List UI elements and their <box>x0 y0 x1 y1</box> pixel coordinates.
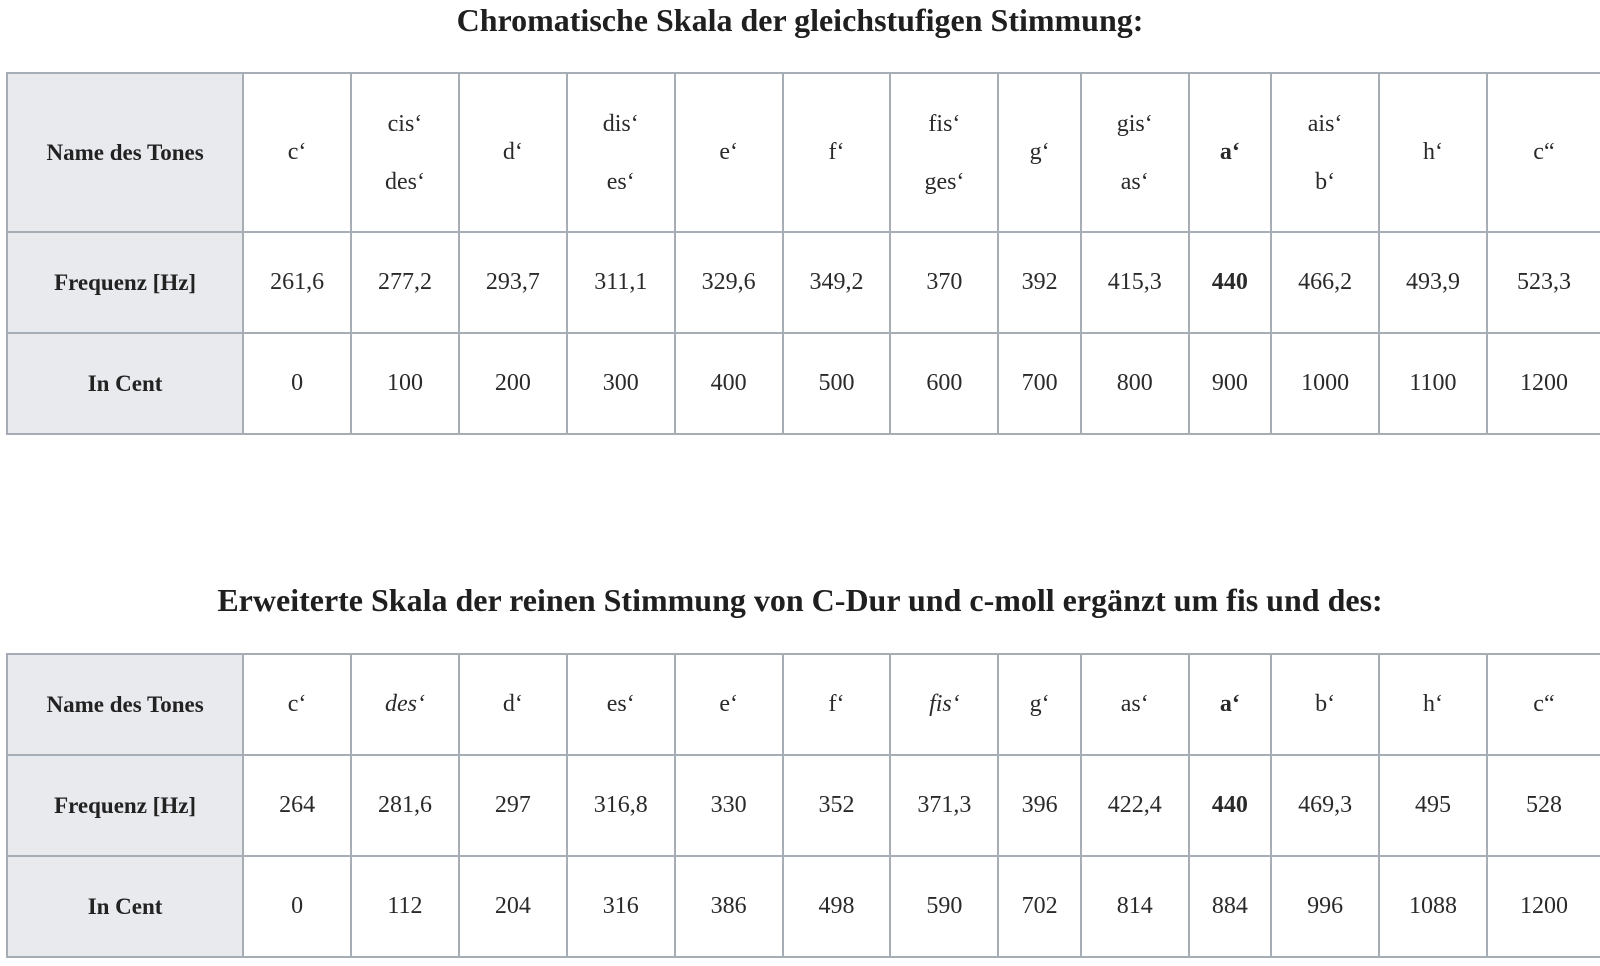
cent-cell: 100 <box>351 333 459 434</box>
frequency-cell: 261,6 <box>243 232 351 333</box>
cent-cell: 112 <box>351 856 459 957</box>
frequency-cell: 264 <box>243 755 351 856</box>
frequency-cell: 469,3 <box>1271 755 1379 856</box>
tone-cell: es‘ <box>567 654 675 755</box>
tone-cell: b‘ <box>1271 654 1379 755</box>
cent-cell: 204 <box>459 856 567 957</box>
row-header-name: Name des Tones <box>7 654 243 755</box>
tone-cell: g‘ <box>998 654 1080 755</box>
tone-name-row <box>7 654 1600 755</box>
tone-cell: e‘ <box>675 654 783 755</box>
row-header-frequency: Frequenz [Hz] <box>7 232 243 333</box>
row-header-frequency: Frequenz [Hz] <box>7 755 243 856</box>
frequency-cell: 370 <box>890 232 998 333</box>
cent-cell: 316 <box>567 856 675 957</box>
equal-temperament-table <box>6 72 1600 435</box>
tone-cell: ais‘ b‘ <box>1271 73 1379 232</box>
tone-cell: d‘ <box>459 654 567 755</box>
tone-cell-added: des‘ <box>351 654 459 755</box>
cent-cell: 702 <box>998 856 1080 957</box>
table2-title: Erweiterte Skala der reinen Stimmung von C-Dur und c-moll ergänzt um fis und des: <box>217 582 1383 618</box>
tone-cell: d‘ <box>459 73 567 232</box>
frequency-cell-reference: 440 <box>1189 755 1271 856</box>
cent-cell: 1200 <box>1487 856 1600 957</box>
tone-name-row <box>7 73 1600 232</box>
cent-cell: 500 <box>783 333 891 434</box>
cent-cell: 498 <box>783 856 891 957</box>
tone-cell: c‘ <box>243 73 351 232</box>
frequency-cell: 495 <box>1379 755 1487 856</box>
frequency-cell: 528 <box>1487 755 1600 856</box>
tone-cell: f‘ <box>783 73 891 232</box>
frequency-row <box>7 232 1600 333</box>
frequency-cell: 466,2 <box>1271 232 1379 333</box>
row-header-cent: In Cent <box>7 856 243 957</box>
tone-cell-added: fis‘ <box>890 654 998 755</box>
cent-cell: 0 <box>243 856 351 957</box>
row-header-name: Name des Tones <box>7 73 243 232</box>
frequency-cell: 277,2 <box>351 232 459 333</box>
tone-cell: as‘ <box>1081 654 1189 755</box>
cent-cell: 1100 <box>1379 333 1487 434</box>
cent-cell: 386 <box>675 856 783 957</box>
tone-cell: h‘ <box>1379 654 1487 755</box>
tone-cell: h‘ <box>1379 73 1487 232</box>
cent-cell: 814 <box>1081 856 1189 957</box>
cent-cell: 1000 <box>1271 333 1379 434</box>
frequency-cell: 311,1 <box>567 232 675 333</box>
tone-cell: fis‘ ges‘ <box>890 73 998 232</box>
cent-cell: 200 <box>459 333 567 434</box>
tone-cell: c‘ <box>243 654 351 755</box>
frequency-cell: 293,7 <box>459 232 567 333</box>
cent-cell: 1200 <box>1487 333 1600 434</box>
frequency-cell: 330 <box>675 755 783 856</box>
cent-cell: 400 <box>675 333 783 434</box>
frequency-cell: 297 <box>459 755 567 856</box>
cent-row <box>7 856 1600 957</box>
table1-title: Chromatische Skala der gleichstufigen Stimmung: <box>456 2 1144 38</box>
just-intonation-table <box>6 653 1600 958</box>
cent-cell: 700 <box>998 333 1080 434</box>
cent-cell: 900 <box>1189 333 1271 434</box>
tone-cell: cis‘ des‘ <box>351 73 459 232</box>
tone-cell: e‘ <box>675 73 783 232</box>
frequency-cell: 396 <box>998 755 1080 856</box>
cent-row <box>7 333 1600 434</box>
cent-cell: 996 <box>1271 856 1379 957</box>
tone-cell: gis‘ as‘ <box>1081 73 1189 232</box>
cent-cell: 600 <box>890 333 998 434</box>
frequency-cell-reference: 440 <box>1189 232 1271 333</box>
cent-cell: 800 <box>1081 333 1189 434</box>
frequency-cell: 493,9 <box>1379 232 1487 333</box>
frequency-cell: 316,8 <box>567 755 675 856</box>
tone-cell: dis‘ es‘ <box>567 73 675 232</box>
frequency-cell: 352 <box>783 755 891 856</box>
tone-cell: f‘ <box>783 654 891 755</box>
frequency-row <box>7 755 1600 856</box>
frequency-cell: 281,6 <box>351 755 459 856</box>
cent-cell: 0 <box>243 333 351 434</box>
frequency-cell: 392 <box>998 232 1080 333</box>
frequency-cell: 415,3 <box>1081 232 1189 333</box>
cent-cell: 300 <box>567 333 675 434</box>
cent-cell: 1088 <box>1379 856 1487 957</box>
frequency-cell: 329,6 <box>675 232 783 333</box>
tone-cell: c“ <box>1487 654 1600 755</box>
row-header-cent: In Cent <box>7 333 243 434</box>
tone-cell: c“ <box>1487 73 1600 232</box>
cent-cell: 884 <box>1189 856 1271 957</box>
tone-cell-reference: a‘ <box>1189 73 1271 232</box>
tone-cell-reference: a‘ <box>1189 654 1271 755</box>
frequency-cell: 349,2 <box>783 232 891 333</box>
frequency-cell: 422,4 <box>1081 755 1189 856</box>
tone-cell: g‘ <box>998 73 1080 232</box>
frequency-cell: 371,3 <box>890 755 998 856</box>
cent-cell: 590 <box>890 856 998 957</box>
frequency-cell: 523,3 <box>1487 232 1600 333</box>
